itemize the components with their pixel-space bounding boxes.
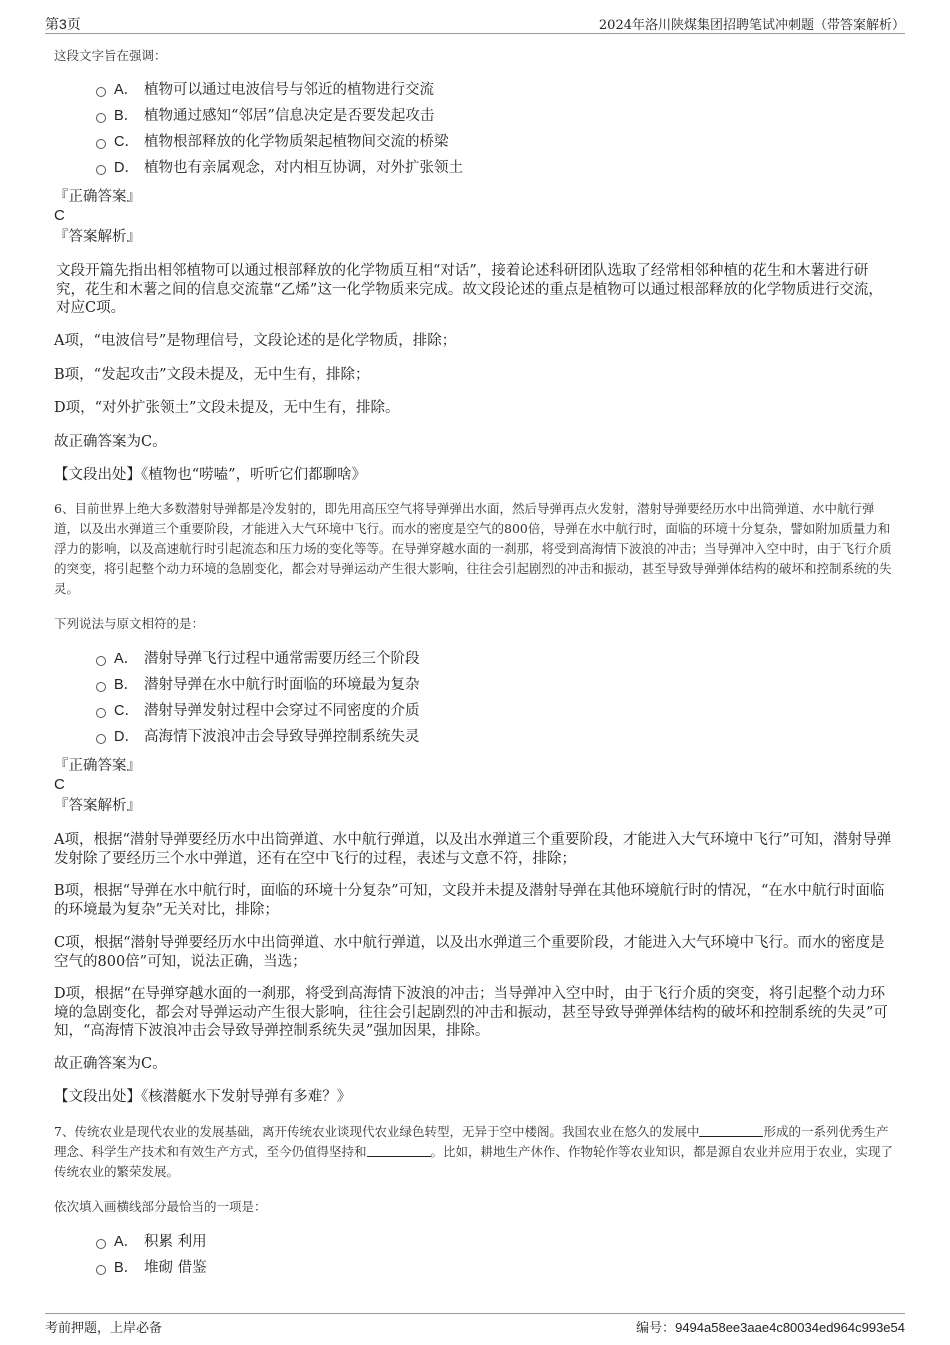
q5-answer: C [54, 207, 65, 224]
q6-analysis-b: B项，根据“导弹在水中航行时，面临的环境十分复杂”可知，文段并未提及潜射导弹在其他环境航行时的情况，“在水中航行时面临的环境最为复杂”无关对比，排除； [54, 883, 885, 918]
radio-icon[interactable] [96, 656, 106, 666]
radio-icon[interactable] [96, 87, 106, 97]
document-code: 编号：9494a58ee3aae4c80034ed964c993e54 [636, 1320, 905, 1336]
radio-icon[interactable] [96, 1265, 106, 1275]
radio-icon[interactable] [96, 139, 106, 149]
document-title: 2024年洛川陕煤集团招聘笔试冲刺题（带答案解析） [598, 18, 905, 33]
q5-analysis-d: D项，“对外扩张领土”文段未提及，无中生有，排除。 [54, 400, 400, 416]
radio-icon[interactable] [96, 682, 106, 692]
q5-analysis-b: B项，“发起攻击”文段未提及，无中生有，排除； [54, 367, 370, 383]
q6-analysis-c: C项，根据“潜射导弹要经历水中出筒弹道、水中航行弹道，以及出水弹道三个重要阶段，才能进入大气环境中飞行。而水的密度是空气的800倍”可知，说法正确，当选； [54, 935, 885, 970]
q5-analysis-conclusion: 故正确答案为C。 [54, 434, 167, 450]
q7-passage: 7、传统农业是现代农业的发展基础，离开传统农业谈现代农业绿色转型，无异于空中楼阁。我国农业在悠久的发展中 形成的一系列优秀生产理念、科学生产技术和有效生产方式，至今仍值得坚持和 。比如，耕地生产休作、作物轮作等农业知识，都是源自农业并应用于农业，实现了传统农业的繁荣发展。 [54, 1124, 894, 1179]
footer-slogan: 考前押题，上岸必备 [45, 1321, 163, 1336]
q5-analysis-a: A项，“电波信号”是物理信号，文段论述的是化学物质，排除； [54, 333, 457, 349]
radio-icon[interactable] [96, 165, 106, 175]
q5-source: 【文段出处】《植物也“唠嗑”，听听它们都聊啥》 [54, 467, 367, 483]
q6-analysis-d: D项，根据“在导弹穿越水面的一刹那，将受到高海情下波浪的冲击；当导弹冲入空中时，由于飞行介质的突变，将引起整个动力环境的急剧变化，都会对导弹运动产生很大影响，往往会引起剧烈的冲击和振动，甚至导致导弹弹体结构的破坏和控制系统的失灵”可知，“高海情下波浪冲击会导致导弹控制系统失灵”强加因果，排除。 [54, 986, 888, 1039]
q6-passage: 6、目前世界上绝大多数潜射导弹都是冷发射的，即先用高压空气将导弹弹出水面，然后导弹再点火发射，潜射导弹要经历水中出筒弹道、水中航行弹道，以及出水弹道三个重要阶段，才能进入大气环境中飞行。而水的密度是空气的800倍，导弹在水中航行时，面临的环境十分复杂，譬如附加质量力和浮力的影响，以及高速航行时引起流态和压力场的变化等等。在导弹穿越水面的一刹那，将受到高海情下波浪的冲击；当导弹冲入空中时，由于飞行介质的突变，将引起整个动力环境的急剧变化，都会对导弹运动产生很大影响，往往会引起剧烈的冲击和振动，甚至导致导弹弹体结构的破坏和控制系统的失灵。 [54, 501, 892, 596]
q5-prompt: 这段文字旨在强调： [54, 48, 167, 63]
q5-option-c[interactable]: C． 植物根部释放的化学物质架起植物间交流的桥梁 [96, 132, 449, 152]
fill-blank-1[interactable] [699, 1124, 763, 1137]
radio-icon[interactable] [96, 734, 106, 744]
q6-option-a[interactable]: A． 潜射导弹飞行过程中通常需要历经三个阶段 [96, 649, 420, 669]
q6-option-c[interactable]: C． 潜射导弹发射过程中会穿过不同密度的介质 [96, 701, 420, 721]
page-footer [45, 1313, 905, 1335]
radio-icon[interactable] [96, 113, 106, 123]
page-header [45, 12, 905, 34]
radio-icon[interactable] [96, 1239, 106, 1249]
q5-answer-label: 『正确答案』 [54, 189, 141, 205]
q7-option-b[interactable]: B． 堆砌 借鉴 [96, 1258, 207, 1278]
q5-analysis-label: 『答案解析』 [54, 229, 141, 245]
radio-icon[interactable] [96, 708, 106, 718]
q5-option-a[interactable]: A． 植物可以通过电波信号与邻近的植物进行交流 [96, 80, 434, 100]
q6-analysis-a: A项，根据“潜射导弹要经历水中出筒弹道、水中航行弹道，以及出水弹道三个重要阶段，才能进入大气环境中飞行”可知，潜射导弹发射除了要经历三个水中弹道，还有在空中飞行的过程，表述与文意不符，排除； [54, 832, 892, 867]
q6-analysis-label: 『答案解析』 [54, 798, 141, 814]
q6-option-d[interactable]: D． 高海情下波浪冲击会导致导弹控制系统失灵 [96, 727, 420, 747]
q6-source: 【文段出处】《核潜艇水下发射导弹有多难？》 [54, 1089, 352, 1105]
q7-option-a[interactable]: A． 积累 利用 [96, 1232, 207, 1252]
q5-option-b[interactable]: B． 植物通过感知“邻居”信息决定是否要发起攻击 [96, 106, 434, 126]
q6-analysis-conclusion: 故正确答案为C。 [54, 1056, 167, 1072]
q6-answer: C [54, 776, 65, 793]
q6-option-b[interactable]: B． 潜射导弹在水中航行时面临的环境最为复杂 [96, 675, 420, 695]
q6-prompt: 下列说法与原文相符的是： [54, 616, 205, 631]
q5-option-d[interactable]: D． 植物也有亲属观念，对内相互协调，对外扩张领土 [96, 158, 463, 178]
page-number: 第3页 [45, 16, 81, 32]
fill-blank-2[interactable] [367, 1144, 431, 1157]
q6-answer-label: 『正确答案』 [54, 758, 141, 774]
q7-prompt: 依次填入画横线部分最恰当的一项是： [54, 1199, 267, 1214]
q5-analysis-paragraph: 文段开篇先指出相邻植物可以通过根部释放的化学物质互相“对话”，接着论述科研团队选取了经常相邻种植的花生和木薯进行研究，花生和木薯之间的信息交流靠“乙烯”这一化学物质来完成。故文段论述的重点是植物可以通过根部释放的化学物质进行交流，对应C项。 [56, 263, 883, 316]
